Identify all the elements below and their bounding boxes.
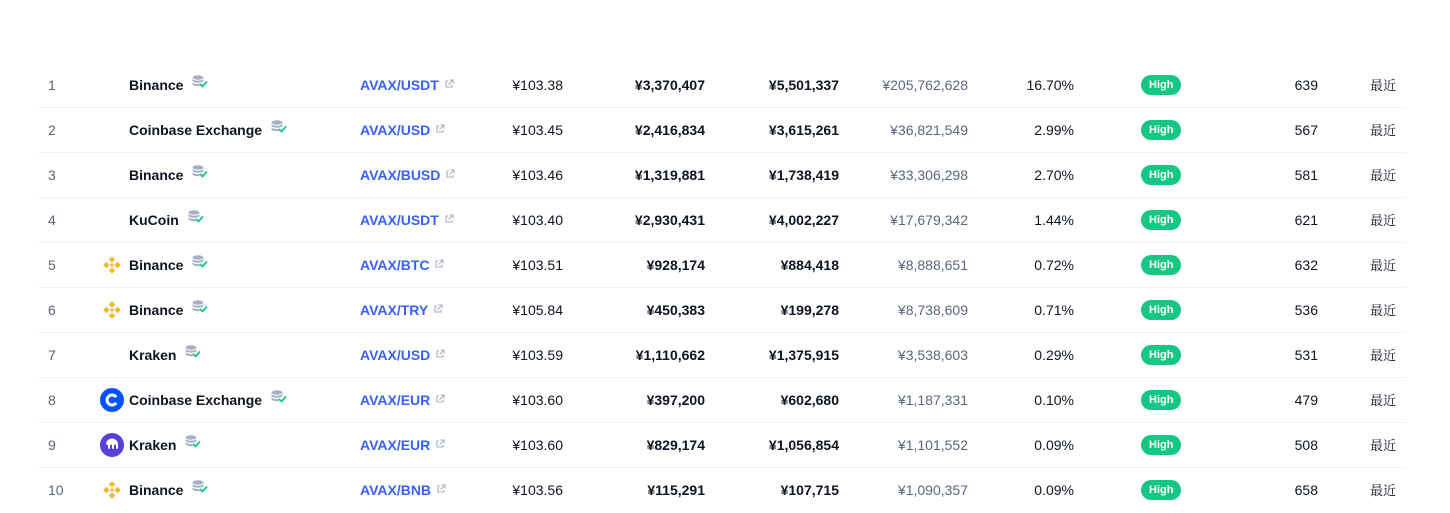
pair-link[interactable] [360, 243, 444, 288]
confidence-badge: High [1141, 210, 1181, 230]
exchange-name-label[interactable]: KuCoin [129, 212, 179, 228]
confidence-badge: High [1141, 165, 1181, 185]
pair-link-label[interactable]: AVAX/USDT [360, 212, 439, 228]
rank-number: 7 [48, 347, 56, 363]
price-value: ¥103.45 [512, 122, 563, 138]
confidence-badge: High [1141, 120, 1181, 140]
confidence-badge: High [1141, 480, 1181, 500]
external-link-icon[interactable] [433, 287, 443, 332]
confidence-badge: High [1141, 435, 1181, 455]
depth-plus-2-value: ¥397,200 [646, 392, 705, 408]
exchange-name[interactable] [129, 153, 208, 198]
external-link-icon[interactable] [435, 422, 445, 467]
depth-minus-2-value: ¥5,501,337 [768, 77, 839, 93]
table-row [38, 153, 1406, 198]
depth-minus-2-value: ¥1,738,419 [768, 167, 839, 183]
liquidity-score: 479 [1294, 392, 1318, 408]
exchange-name[interactable] [129, 423, 201, 468]
table-row [38, 63, 1406, 108]
external-link-icon[interactable] [435, 332, 445, 377]
price-value: ¥103.56 [512, 482, 563, 498]
price-value: ¥105.84 [512, 302, 563, 318]
verified-stack-icon [184, 422, 201, 467]
table-row [38, 198, 1406, 243]
pair-link-label[interactable]: AVAX/EUR [360, 437, 431, 453]
coinbase-logo-icon [100, 388, 124, 412]
exchange-name[interactable] [129, 288, 208, 333]
updated-time: 最近 [1369, 213, 1396, 228]
rank-number: 1 [48, 77, 56, 93]
exchange-name[interactable] [129, 378, 287, 423]
volume-percent-value: 2.99% [1034, 122, 1074, 138]
volume-value: ¥1,187,331 [897, 392, 968, 408]
pair-link-label[interactable]: AVAX/BUSD [360, 167, 441, 183]
rank-number: 5 [48, 257, 56, 273]
price-value: ¥103.40 [512, 212, 563, 228]
volume-percent-value: 0.29% [1034, 347, 1074, 363]
updated-time: 最近 [1369, 483, 1396, 498]
rank-number: 9 [48, 437, 56, 453]
volume-percent-value: 1.44% [1034, 212, 1074, 228]
exchange-name-label[interactable]: Binance [129, 257, 184, 273]
pair-link-label[interactable]: AVAX/EUR [360, 392, 431, 408]
volume-percent-value: 0.72% [1034, 257, 1074, 273]
price-value: ¥103.60 [512, 437, 563, 453]
exchange-name[interactable] [129, 333, 201, 378]
table-row [38, 288, 1406, 333]
verified-stack-icon [191, 152, 208, 197]
external-link-icon[interactable] [444, 197, 454, 242]
external-link-icon[interactable] [444, 62, 454, 107]
rank-number: 10 [48, 482, 64, 498]
updated-time: 最近 [1369, 123, 1396, 138]
table-row [38, 423, 1406, 468]
binance-logo-icon [100, 478, 124, 502]
volume-value: ¥33,306,298 [890, 167, 968, 183]
updated-time: 最近 [1369, 348, 1396, 363]
binance-logo-icon [100, 298, 124, 322]
depth-minus-2-value: ¥884,418 [780, 257, 839, 273]
rank-number: 3 [48, 167, 56, 183]
confidence-badge: High [1141, 390, 1181, 410]
depth-minus-2-value: ¥199,278 [780, 302, 839, 318]
updated-time: 最近 [1369, 438, 1396, 453]
exchange-name[interactable] [129, 198, 204, 243]
volume-percent-value: 0.71% [1034, 302, 1074, 318]
verified-stack-icon [184, 332, 201, 377]
pair-link[interactable] [360, 63, 454, 108]
liquidity-score: 567 [1294, 122, 1318, 138]
rank-number: 8 [48, 392, 56, 408]
depth-minus-2-value: ¥602,680 [780, 392, 839, 408]
verified-stack-icon [191, 287, 208, 332]
exchange-name-label[interactable]: Binance [129, 167, 184, 183]
updated-time: 最近 [1369, 168, 1396, 183]
liquidity-score: 621 [1294, 212, 1318, 228]
updated-time: 最近 [1369, 78, 1396, 93]
liquidity-score: 536 [1294, 302, 1318, 318]
depth-minus-2-value: ¥107,715 [780, 482, 839, 498]
confidence-badge: High [1141, 75, 1181, 95]
depth-minus-2-value: ¥4,002,227 [768, 212, 839, 228]
external-link-icon[interactable] [435, 107, 445, 152]
depth-minus-2-value: ¥1,056,854 [768, 437, 839, 453]
volume-percent-value: 0.09% [1034, 437, 1074, 453]
updated-time: 最近 [1369, 303, 1396, 318]
pair-link[interactable] [360, 153, 455, 198]
depth-plus-2-value: ¥115,291 [647, 482, 705, 498]
verified-stack-icon [270, 107, 287, 152]
external-link-icon[interactable] [435, 377, 445, 422]
price-value: ¥103.59 [512, 347, 563, 363]
pair-link[interactable] [360, 378, 445, 423]
depth-plus-2-value: ¥1,110,662 [635, 347, 705, 363]
liquidity-score: 632 [1294, 257, 1318, 273]
binance-logo-icon [100, 253, 124, 277]
table-row [38, 243, 1406, 288]
pair-link[interactable] [360, 198, 454, 243]
pair-link[interactable] [360, 108, 445, 153]
volume-value: ¥17,679,342 [890, 212, 968, 228]
volume-percent-value: 0.09% [1034, 482, 1074, 498]
exchange-name[interactable] [129, 243, 208, 288]
pair-link-label[interactable]: AVAX/BNB [360, 482, 432, 498]
pair-link-label[interactable]: AVAX/BTC [360, 257, 430, 273]
confidence-badge: High [1141, 345, 1181, 365]
depth-plus-2-value: ¥829,174 [646, 437, 705, 453]
table-row [38, 468, 1406, 513]
volume-value: ¥8,888,651 [897, 257, 968, 273]
liquidity-score: 658 [1294, 482, 1318, 498]
pair-link[interactable] [360, 288, 443, 333]
table-row [38, 333, 1406, 378]
volume-value: ¥1,101,552 [897, 437, 968, 453]
pair-link-label[interactable]: AVAX/USD [360, 122, 431, 138]
external-link-icon[interactable] [434, 242, 444, 287]
exchange-name[interactable] [129, 108, 287, 153]
volume-value: ¥1,090,357 [897, 482, 968, 498]
confidence-badge: High [1141, 255, 1181, 275]
volume-percent-value: 16.70% [1026, 77, 1074, 93]
depth-plus-2-value: ¥2,416,834 [634, 122, 705, 138]
liquidity-score: 581 [1294, 167, 1318, 183]
exchange-name-label[interactable]: Coinbase Exchange [129, 122, 263, 138]
depth-plus-2-value: ¥450,383 [646, 302, 705, 318]
depth-minus-2-value: ¥3,615,261 [768, 122, 839, 138]
price-value: ¥103.38 [512, 77, 563, 93]
verified-stack-icon [191, 62, 208, 107]
verified-stack-icon [187, 197, 204, 242]
liquidity-score: 531 [1294, 347, 1318, 363]
kraken-logo-icon [100, 433, 124, 457]
verified-stack-icon [270, 377, 287, 422]
exchange-name-label[interactable]: Binance [129, 302, 184, 318]
volume-percent-value: 0.10% [1034, 392, 1074, 408]
pair-link[interactable] [360, 468, 446, 513]
exchange-name-label[interactable]: Kraken [129, 437, 177, 453]
depth-plus-2-value: ¥1,319,881 [634, 167, 705, 183]
depth-plus-2-value: ¥2,930,431 [634, 212, 705, 228]
exchange-name-label[interactable]: Binance [129, 482, 184, 498]
table-row [38, 108, 1406, 153]
volume-value: ¥3,538,603 [897, 347, 968, 363]
pair-link-label[interactable]: AVAX/TRY [360, 302, 429, 318]
updated-time: 最近 [1369, 258, 1396, 273]
confidence-badge: High [1141, 300, 1181, 320]
depth-plus-2-value: ¥3,370,407 [634, 77, 705, 93]
rank-number: 2 [48, 122, 56, 138]
volume-value: ¥36,821,549 [890, 122, 968, 138]
volume-value: ¥205,762,628 [882, 77, 968, 93]
depth-minus-2-value: ¥1,375,915 [768, 347, 839, 363]
pair-link-label[interactable]: AVAX/USDT [360, 77, 439, 93]
exchange-name-label[interactable]: Kraken [129, 347, 177, 363]
volume-percent-value: 2.70% [1034, 167, 1074, 183]
verified-stack-icon [191, 467, 208, 512]
depth-plus-2-value: ¥928,174 [646, 257, 705, 273]
liquidity-score: 639 [1294, 77, 1318, 93]
liquidity-score: 508 [1294, 437, 1318, 453]
rank-number: 6 [48, 302, 56, 318]
price-value: ¥103.46 [512, 167, 563, 183]
pair-link[interactable] [360, 423, 445, 468]
price-value: ¥103.60 [512, 392, 563, 408]
table-row [38, 378, 1406, 423]
exchange-name[interactable] [129, 468, 208, 513]
rank-number: 4 [48, 212, 56, 228]
volume-value: ¥8,738,609 [897, 302, 968, 318]
exchange-name-label[interactable]: Binance [129, 77, 184, 93]
updated-time: 最近 [1369, 393, 1396, 408]
price-value: ¥103.51 [512, 257, 563, 273]
external-link-icon[interactable] [436, 467, 446, 512]
external-link-icon[interactable] [445, 152, 455, 197]
exchange-name[interactable] [129, 63, 208, 108]
verified-stack-icon [191, 242, 208, 287]
pair-link[interactable] [360, 333, 445, 378]
markets-table [38, 63, 1406, 513]
pair-link-label[interactable]: AVAX/USD [360, 347, 431, 363]
exchange-name-label[interactable]: Coinbase Exchange [129, 392, 263, 408]
